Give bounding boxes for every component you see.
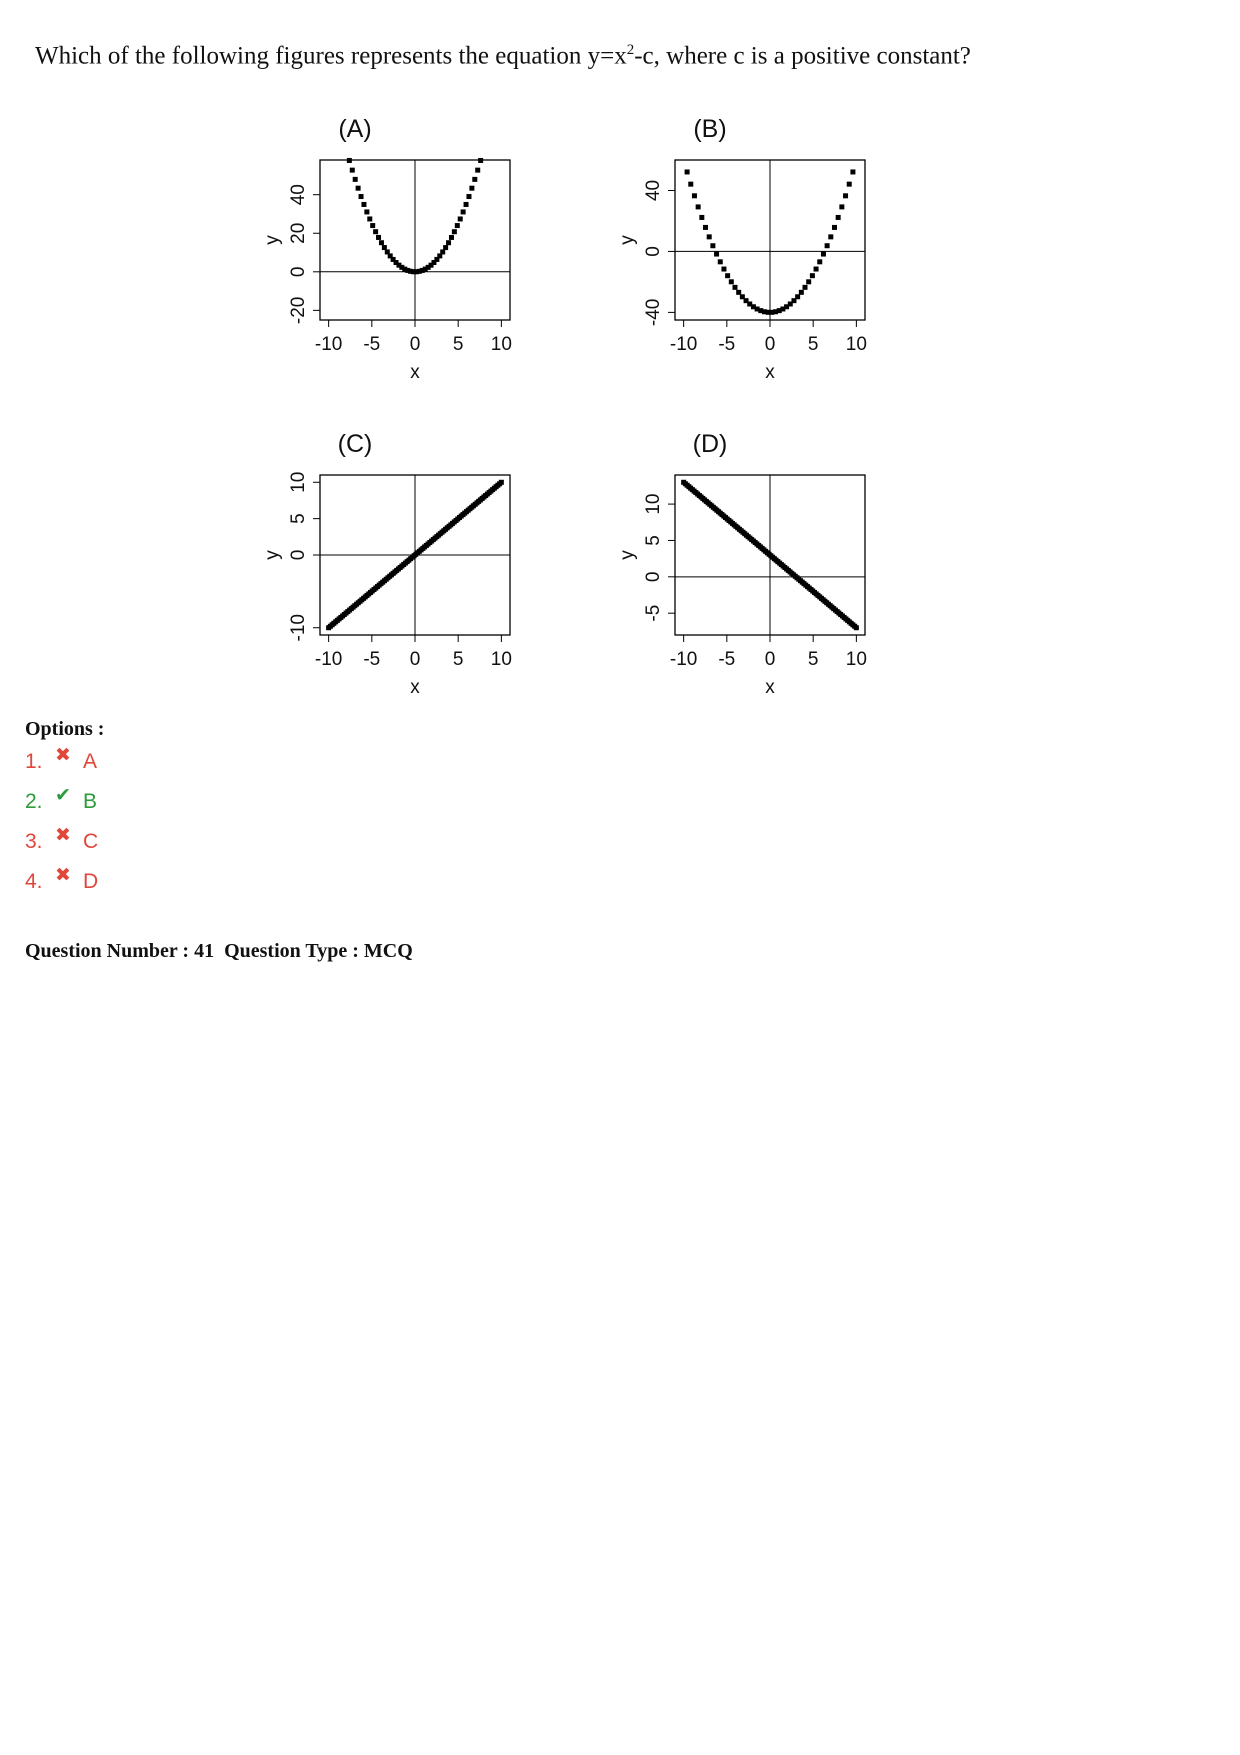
chart-title: (A) bbox=[338, 115, 372, 143]
x-tick-label: -10 bbox=[669, 649, 698, 670]
option-4[interactable] bbox=[25, 865, 99, 894]
data-point bbox=[478, 158, 483, 163]
data-point bbox=[736, 290, 741, 295]
y-axis-label: y bbox=[617, 550, 638, 560]
data-point bbox=[446, 240, 451, 245]
y-tick-label: 20 bbox=[288, 222, 309, 244]
data-point bbox=[854, 625, 859, 630]
option-text: C bbox=[83, 830, 99, 853]
data-point bbox=[458, 216, 463, 221]
chart-title: (B) bbox=[693, 115, 727, 143]
data-point bbox=[452, 229, 457, 234]
data-point bbox=[382, 245, 387, 250]
data-point bbox=[699, 215, 704, 220]
data-point bbox=[850, 169, 855, 174]
data-point bbox=[359, 194, 364, 199]
data-point bbox=[367, 216, 372, 221]
option-number: 4. bbox=[25, 870, 43, 893]
data-point bbox=[466, 194, 471, 199]
data-point bbox=[461, 209, 466, 214]
data-point bbox=[703, 225, 708, 230]
x-tick-label: 0 bbox=[764, 334, 776, 355]
data-point bbox=[825, 243, 830, 248]
y-tick-label: 10 bbox=[288, 471, 309, 493]
data-point bbox=[370, 223, 375, 228]
question-number: Question Number : 41 bbox=[25, 940, 215, 962]
x-tick-label: 0 bbox=[409, 334, 421, 355]
data-point bbox=[799, 290, 804, 295]
option-number: 3. bbox=[25, 830, 43, 853]
data-point bbox=[455, 223, 460, 228]
chart-title: (D) bbox=[692, 430, 728, 458]
chart-title: (C) bbox=[337, 430, 373, 458]
data-point bbox=[803, 285, 808, 290]
x-tick-label: -5 bbox=[363, 334, 381, 355]
data-point bbox=[499, 480, 504, 485]
data-point bbox=[692, 193, 697, 198]
data-point bbox=[729, 279, 734, 284]
x-tick-label: 0 bbox=[764, 649, 776, 670]
cross-icon: ✖ bbox=[55, 865, 71, 886]
data-point bbox=[685, 169, 690, 174]
x-axis-label: x bbox=[765, 677, 775, 698]
data-point bbox=[373, 229, 378, 234]
check-icon: ✔ bbox=[55, 785, 71, 806]
data-point bbox=[379, 240, 384, 245]
cross-icon: ✖ bbox=[55, 745, 71, 766]
x-axis-label: x bbox=[765, 362, 775, 383]
panel-c bbox=[262, 430, 512, 698]
x-tick-label: 5 bbox=[807, 649, 819, 670]
data-point bbox=[472, 177, 477, 182]
x-tick-label: -5 bbox=[363, 649, 381, 670]
data-point bbox=[347, 158, 352, 163]
data-point bbox=[350, 168, 355, 173]
data-point bbox=[847, 182, 852, 187]
y-tick-label: 0 bbox=[288, 266, 309, 278]
option-1[interactable] bbox=[25, 745, 98, 774]
y-tick-label: -5 bbox=[643, 604, 664, 622]
x-tick-label: 5 bbox=[807, 334, 819, 355]
data-point bbox=[732, 285, 737, 290]
y-tick-label: 0 bbox=[643, 246, 664, 257]
data-point bbox=[443, 245, 448, 250]
x-tick-label: 5 bbox=[452, 649, 464, 670]
y-tick-label: 5 bbox=[643, 535, 664, 546]
option-number: 1. bbox=[25, 750, 43, 773]
data-point bbox=[440, 249, 445, 254]
x-tick-label: 10 bbox=[845, 649, 867, 670]
data-point bbox=[806, 279, 811, 284]
data-point bbox=[814, 267, 819, 272]
y-axis-label: y bbox=[262, 235, 283, 245]
figure-panels bbox=[240, 105, 900, 705]
data-point bbox=[688, 182, 693, 187]
y-tick-label: -10 bbox=[288, 613, 309, 642]
x-tick-label: -5 bbox=[718, 334, 736, 355]
data-point bbox=[696, 204, 701, 209]
data-point bbox=[725, 273, 730, 278]
question-text bbox=[35, 42, 971, 70]
option-text: B bbox=[83, 790, 98, 813]
panel-a bbox=[262, 115, 512, 383]
data-point bbox=[469, 186, 474, 191]
data-point bbox=[839, 204, 844, 209]
option-text: D bbox=[83, 870, 99, 893]
option-2[interactable] bbox=[25, 785, 98, 814]
data-point bbox=[707, 234, 712, 239]
data-point bbox=[376, 235, 381, 240]
y-tick-label: 10 bbox=[643, 493, 664, 515]
panel-d bbox=[617, 430, 867, 698]
data-point bbox=[843, 193, 848, 198]
option-text: A bbox=[83, 750, 98, 773]
data-point bbox=[361, 202, 366, 207]
data-point bbox=[718, 259, 723, 264]
x-tick-label: -5 bbox=[718, 649, 736, 670]
y-tick-label: -20 bbox=[288, 296, 309, 325]
option-number: 2. bbox=[25, 790, 43, 813]
data-point bbox=[795, 294, 800, 299]
x-tick-label: 10 bbox=[490, 334, 512, 355]
data-point bbox=[364, 209, 369, 214]
y-axis-label: y bbox=[617, 235, 638, 245]
options-label: Options : bbox=[25, 718, 105, 740]
option-3[interactable] bbox=[25, 825, 99, 854]
data-point bbox=[821, 252, 826, 257]
data-point bbox=[710, 243, 715, 248]
question-suffix: -c, where c is a positive constant? bbox=[634, 42, 971, 70]
data-point bbox=[810, 273, 815, 278]
x-tick-label: -10 bbox=[314, 334, 343, 355]
y-tick-label: 40 bbox=[288, 184, 309, 206]
y-tick-label: 40 bbox=[643, 179, 664, 202]
x-axis-label: x bbox=[410, 362, 420, 383]
panel-b bbox=[617, 115, 867, 383]
x-axis-label: x bbox=[410, 677, 420, 698]
x-tick-label: -10 bbox=[314, 649, 343, 670]
data-point bbox=[464, 202, 469, 207]
question-footer bbox=[25, 940, 413, 963]
y-tick-label: 5 bbox=[288, 513, 309, 524]
cross-icon: ✖ bbox=[55, 825, 71, 846]
data-point bbox=[449, 235, 454, 240]
data-point bbox=[475, 168, 480, 173]
y-tick-label: 0 bbox=[288, 549, 309, 561]
question-prefix: Which of the following figures represents the equation y=x bbox=[35, 42, 627, 70]
data-point bbox=[356, 186, 361, 191]
x-tick-label: 10 bbox=[490, 649, 512, 670]
x-tick-label: -10 bbox=[669, 334, 698, 355]
data-point bbox=[836, 215, 841, 220]
x-tick-label: 5 bbox=[452, 334, 464, 355]
data-point bbox=[353, 177, 358, 182]
data-point bbox=[828, 234, 833, 239]
x-tick-label: 10 bbox=[845, 334, 867, 355]
y-axis-label: y bbox=[262, 550, 283, 560]
question-superscript: 2 bbox=[626, 42, 635, 58]
y-tick-label: 0 bbox=[643, 571, 664, 583]
data-point bbox=[714, 252, 719, 257]
data-point bbox=[721, 267, 726, 272]
data-point bbox=[832, 225, 837, 230]
y-tick-label: -40 bbox=[643, 298, 664, 327]
question-type: Question Type : MCQ bbox=[224, 940, 413, 962]
data-point bbox=[817, 259, 822, 264]
x-tick-label: 0 bbox=[409, 649, 421, 670]
